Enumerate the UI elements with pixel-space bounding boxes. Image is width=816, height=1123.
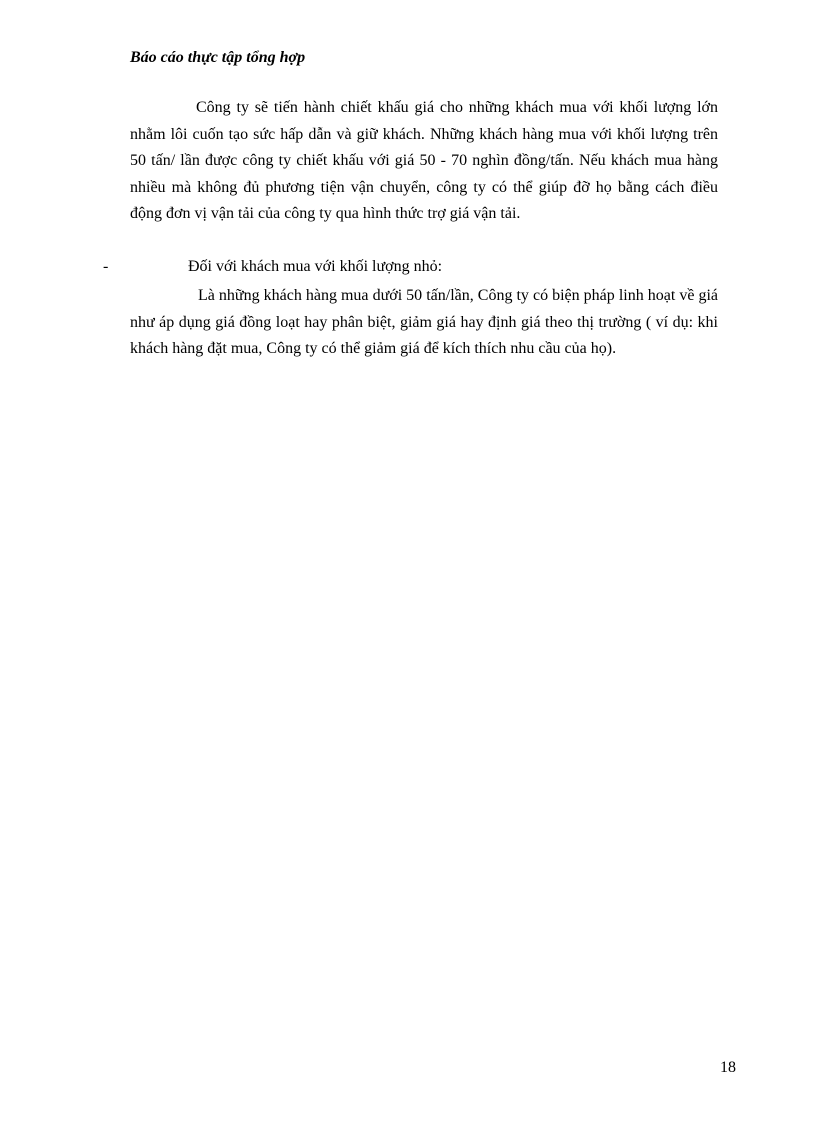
page-header: Báo cáo thực tập tổng hợp: [130, 49, 306, 66]
bullet-marker: -: [103, 258, 109, 275]
paragraph-small-buyers: Là những khách hàng mua dưới 50 tấn/lần, Công ty có biện pháp linh hoạt về giá như áp dụng giá đồng loạt hay phân biệt, giảm giá hay định giá theo thị trường ( ví dụ: khi khách hàng đặt mua, Công ty có thể giảm giá để kích thích nhu cầu của họ).: [130, 287, 718, 358]
page-number: 18: [720, 1059, 736, 1076]
bullet-heading-small-buyers: Đối với khách mua với khối lượng nhỏ:: [188, 258, 443, 275]
paragraph-discount-large-buyers: Công ty sẽ tiến hành chiết khấu giá cho những khách mua với khối lượng lớn nhằm lôi cuốn tạo sức hấp dẫn và giữ khách. Những khách hàng mua với khối lượng trên 50 tấn/ lần được công ty chiết khấu với giá 50 - 70 nghìn đồng/tấn. Nếu khách mua hàng nhiều mà không đủ phương tiện vận chuyển, công ty có thể giúp đỡ họ bằng cách điều động đơn vị vận tải của công ty qua hình thức trợ giá vận tải.: [130, 99, 718, 223]
